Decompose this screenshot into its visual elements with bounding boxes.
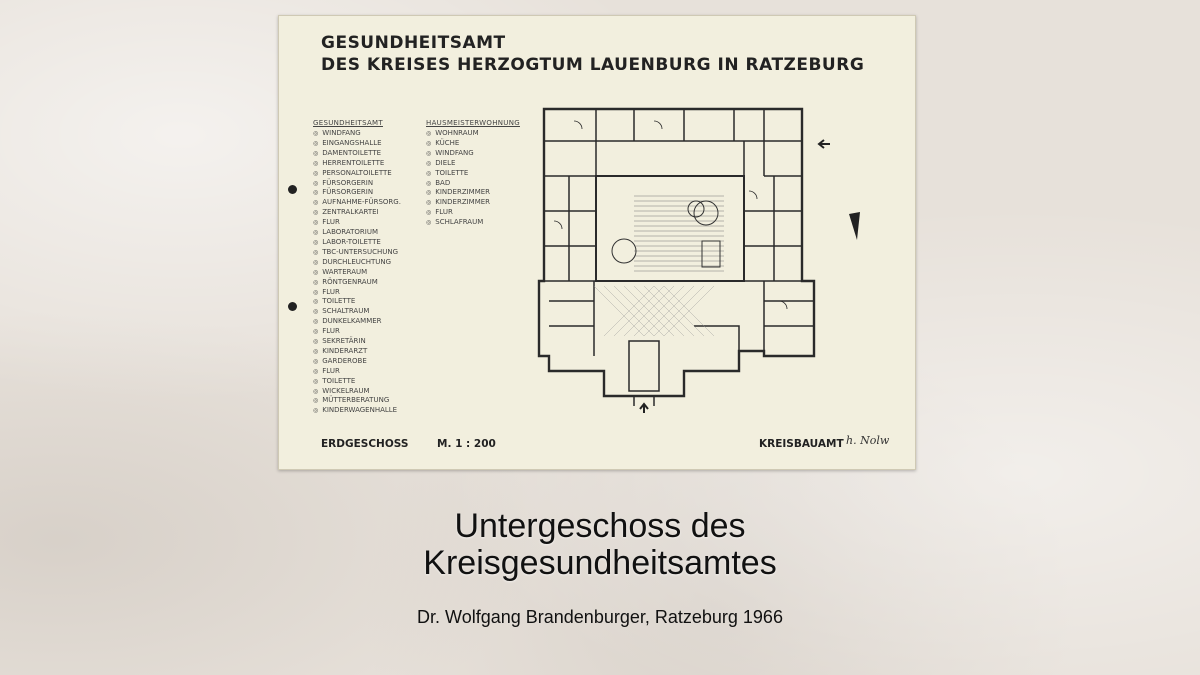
plan-title-line1: GESUNDHEITSAMT [321, 33, 506, 53]
legend-item: ◎ TOILETTE [313, 297, 401, 307]
legend-item: ◎ FLUR [426, 208, 520, 218]
plan-title-line2: DES KREISES HERZOGTUM LAUENBURG IN RATZEBURG [321, 55, 865, 75]
plan-footer-office: KREISBAUAMT [759, 438, 844, 450]
legend-item: ◎ WARTERAUM [313, 268, 401, 278]
punch-hole [288, 302, 297, 311]
legend-item: ◎ KINDERZIMMER [426, 188, 520, 198]
legend-item: ◎ DIELE [426, 159, 520, 169]
legend-item: ◎ FLUR [313, 367, 401, 377]
legend-item: ◎ ZENTRALKARTEI [313, 208, 401, 218]
legend-item: ◎ SCHLAFRAUM [426, 218, 520, 228]
legend-item: ◎ EINGANGSHALLE [313, 139, 401, 149]
legend-left-heading: GESUNDHEITSAMT [313, 119, 383, 127]
legend-item: ◎ LABOR-TOILETTE [313, 238, 401, 248]
legend-item: ◎ SEKRETÄRIN [313, 337, 401, 347]
legend-item: ◎ RÖNTGENRAUM [313, 278, 401, 288]
legend-item: ◎ KÜCHE [426, 139, 520, 149]
legend-item: ◎ PERSONALTOILETTE [313, 169, 401, 179]
legend-item: ◎ FÜRSORGERIN [313, 188, 401, 198]
legend-item: ◎ DAMENTOILETTE [313, 149, 401, 159]
legend-item: ◎ AUFNAHME-FÜRSORG. [313, 198, 401, 208]
legend-left-list [313, 129, 401, 416]
legend-item: ◎ TBC-UNTERSUCHUNG [313, 248, 401, 258]
legend-item: ◎ GARDEROBE [313, 357, 401, 367]
caption-title-line1: Untergeschoss des [454, 507, 746, 545]
legend-item: ◎ KINDERARZT [313, 347, 401, 357]
legend-right-list [426, 129, 520, 228]
legend-item: ◎ FLUR [313, 327, 401, 337]
legend-item: ◎ WICKELRAUM [313, 387, 401, 397]
legend-item: ◎ DUNKELKAMMER [313, 317, 401, 327]
legend-item: ◎ WINDFANG [426, 149, 520, 159]
legend-item: ◎ DURCHLEUCHTUNG [313, 258, 401, 268]
legend-item: ◎ FLUR [313, 288, 401, 298]
wedge-mark [848, 212, 862, 242]
legend-item: ◎ BAD [426, 179, 520, 189]
legend-item: ◎ SCHALTRAUM [313, 307, 401, 317]
legend-item: ◎ TOILETTE [426, 169, 520, 179]
legend-item: ◎ LABORATORIUM [313, 228, 401, 238]
punch-hole [288, 185, 297, 194]
caption-title-line2: Kreisgesundheitsamtes [423, 544, 777, 582]
legend-item: ◎ FÜRSORGERIN [313, 179, 401, 189]
caption-subtitle: Dr. Wolfgang Brandenburger, Ratzeburg 1966 [417, 607, 783, 627]
legend-hausmeisterwohnung [426, 119, 520, 228]
legend-item: ◎ KINDERWAGENHALLE [313, 406, 401, 416]
legend-item: ◎ KINDERZIMMER [426, 198, 520, 208]
legend-item: ◎ TOILETTE [313, 377, 401, 387]
legend-right-heading: HAUSMEISTERWOHNUNG [426, 119, 520, 127]
plan-signature: h. Nolw [846, 434, 890, 447]
floor-plan-drawing [278, 15, 916, 470]
floor-plan-graphic [534, 101, 834, 421]
plan-footer-scale: M. 1 : 200 [437, 438, 496, 450]
legend-item: ◎ WINDFANG [313, 129, 401, 139]
legend-item: ◎ HERRENTOILETTE [313, 159, 401, 169]
legend-item: ◎ MÜTTERBERATUNG [313, 396, 401, 406]
legend-item: ◎ FLUR [313, 218, 401, 228]
legend-item: ◎ WOHNRAUM [426, 129, 520, 139]
plan-footer-floor: ERDGESCHOSS [321, 438, 409, 450]
legend-gesundheitsamt [313, 119, 401, 416]
